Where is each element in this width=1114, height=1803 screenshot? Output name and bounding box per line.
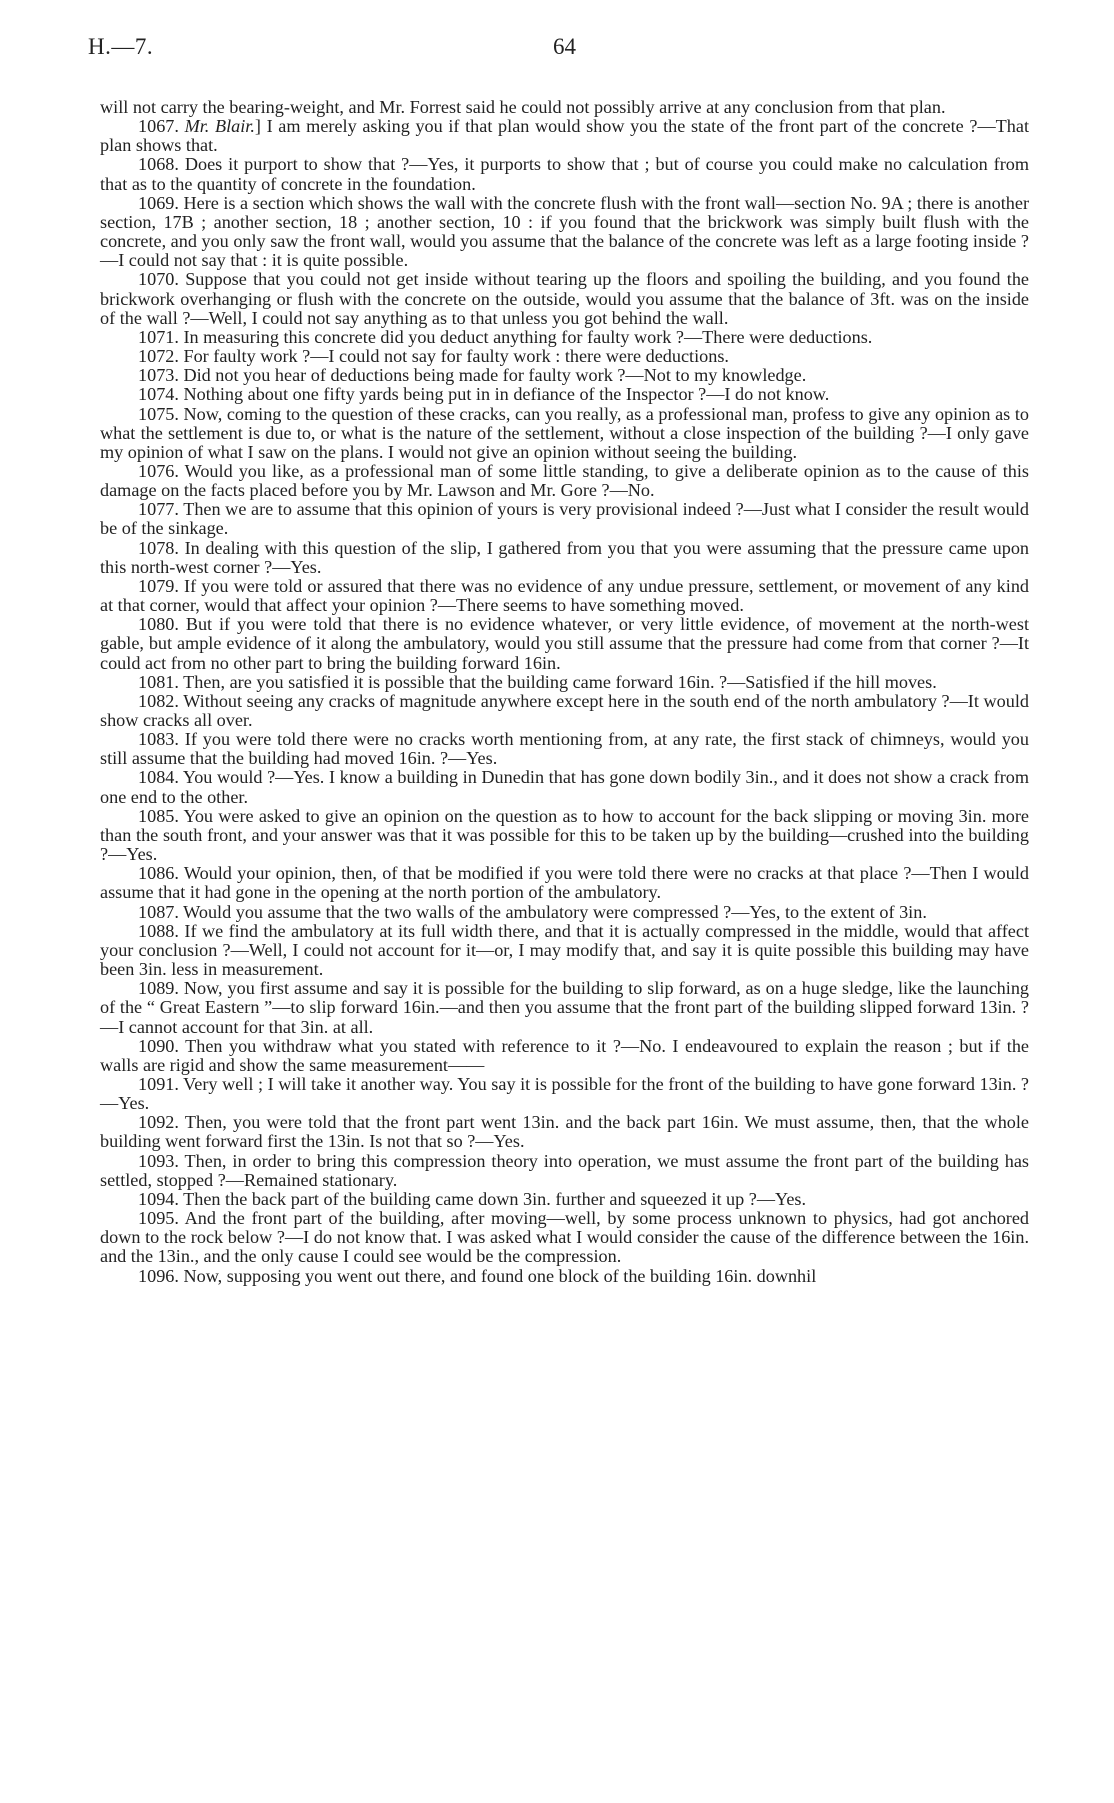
paragraph-number: 1086.	[138, 863, 184, 884]
paragraph-number: 1068.	[138, 154, 185, 175]
paragraph-text: Then we are to assume that this opinion of yours is very provisional indeed ?—Just what I consider the result would be of the sinkage.	[100, 499, 1029, 539]
document-reference: H.—7.	[88, 34, 154, 59]
qa-paragraph	[100, 194, 1029, 271]
qa-paragraph	[100, 270, 1029, 327]
paragraph-number: 1076.	[138, 460, 185, 481]
paragraph-number: 1083.	[138, 729, 185, 750]
paragraph-number: 1089.	[138, 978, 184, 999]
paragraph-text: Then, in order to bring this compression theory into operation, we must assume the front part of the building has settled, stopped ?—Remained stationary.	[100, 1150, 1029, 1190]
paragraph-number: 1087.	[138, 901, 184, 922]
paragraph-number: 1080.	[138, 614, 186, 635]
paragraph-text: Would your opinion, then, of that be modified if you were told there were no cracks at that place ?—Then I would assume that it had gone in the opening at the north portion of the ambulatory.	[100, 863, 1030, 903]
qa-paragraph	[100, 366, 1029, 385]
qa-paragraph	[100, 1075, 1029, 1113]
paragraph-text: Nothing about one fifty yards being put in in defiance of the Inspector ?—I do not know.	[183, 384, 830, 405]
paragraph-number: 1072.	[138, 346, 184, 367]
qa-paragraph	[100, 1113, 1029, 1151]
qa-paragraph	[100, 1209, 1029, 1266]
paragraph-number: 1079.	[138, 575, 185, 596]
paragraph-number: 1070.	[138, 269, 186, 290]
qa-paragraph	[100, 615, 1029, 672]
question-answer-list	[100, 117, 1029, 1286]
paragraph-number: 1085.	[138, 805, 184, 826]
paragraph-number: 1077.	[138, 499, 184, 520]
paragraph-text: And the front part of the building, after moving—well, by some process unknown to physics, had got anchored down to the rock below ?—I do not know that. I was asked what I would consider the cause of the difference between the 16in. and the 13in., and the only cause I could see would be the compression.	[100, 1208, 1030, 1267]
paragraph-number: 1093.	[138, 1150, 185, 1171]
paragraph-number: 1094.	[138, 1188, 184, 1209]
paragraph-number: 1090.	[138, 1035, 186, 1056]
qa-paragraph	[100, 577, 1029, 615]
paragraph-text: Without seeing any cracks of magnitude anywhere except here in the south end of the north ambulatory ?—It would show cracks all over.	[100, 690, 1029, 730]
qa-paragraph	[100, 1037, 1029, 1075]
qa-paragraph	[100, 1152, 1029, 1190]
paragraph-text: Suppose that you could not get inside without tearing up the floors and spoiling the building, and you found the brickwork overhanging or flush with the concrete on the outside, would you assume that the balance of 3ft. was on the inside of the wall ?—Well, I could not say anything as to that unless you got behind the wall.	[100, 269, 1030, 328]
speaker-name: Mr. Blair.	[184, 116, 255, 137]
paragraph-number: 1075.	[138, 403, 184, 424]
qa-paragraph	[100, 1190, 1029, 1209]
qa-paragraph	[100, 347, 1029, 366]
qa-paragraph	[100, 807, 1029, 864]
paragraph-text: If we find the ambulatory at its full width there, and that it is actually compressed in the middle, would that affect your conclusion ?—Well, I could not account for it—or, I may modify that, and say it is quite possible this building may have been 3in. less in measurement.	[100, 920, 1030, 980]
qa-paragraph	[100, 730, 1029, 768]
paragraph-text: Would you assume that the two walls of the ambulatory were compressed ?—Yes, to the extent of 3in.	[183, 901, 927, 922]
qa-paragraph	[100, 692, 1029, 730]
paragraph-text: Now, coming to the question of these cracks, can you really, as a professional man, profess to give any opinion as to what the settlement is due to, or what is the nature of the settlement, without a close inspection of the building ?—I only gave my opinion of what I saw on the plans. I would not give an opinion without seeing the building.	[100, 403, 1029, 462]
qa-paragraph	[100, 462, 1029, 500]
paragraph-text: In dealing with this question of the slip, I gathered from you that you were assuming that the pressure came upon this north-west corner ?—Yes.	[100, 537, 1030, 577]
qa-paragraph	[100, 328, 1029, 347]
continuation-paragraph: will not carry the bearing-weight, and Mr. Forrest said he could not possibly arrive at any conclusion from that plan.	[100, 97, 946, 117]
paragraph-text: Would you like, as a professional man of some little standing, to give a deliberate opinion as to the cause of this damage on the facts placed before you by Mr. Lawson and Mr. Gore ?—No.	[100, 460, 1029, 501]
qa-paragraph	[100, 768, 1029, 806]
qa-paragraph	[100, 155, 1029, 193]
paragraph-number: 1091.	[138, 1073, 184, 1094]
paragraph-text: Then, are you satisfied it is possible that the building came forward 16in. ?—Satisfied if the hill moves.	[183, 671, 937, 692]
qa-paragraph	[100, 673, 1029, 692]
paragraph-number: 1095.	[138, 1208, 185, 1229]
paragraph-text: Now, you first assume and say it is possible for the building to slip forward, as on a huge sledge, like the launching of the “ Great Eastern ”—to slip forward 16in.—and then you assume that the front part of the building slipped forward 13in. ?—I cannot account for that 3in. at all.	[100, 978, 1030, 1037]
paragraph-text: Then, you were told that the front part went 13in. and the back part 16in. We must assume, then, that the whole building went forward first the 13in. Is not that so ?—Yes.	[100, 1112, 1030, 1152]
paragraph-text: Then you withdraw what you stated with reference to it ?—No. I endeavoured to explain the reason ; but if the walls are rigid and show the same measurement——	[100, 1035, 1029, 1075]
paragraph-number: 1081.	[138, 671, 184, 692]
paragraph-text: If you were told or assured that there was no evidence of any undue pressure, settlement, or movement of any kind at that corner, would that affect your opinion ?—There seems to have something moved.	[100, 575, 1030, 616]
page-number: 64	[553, 34, 576, 59]
paragraph-number: 1073.	[138, 365, 184, 386]
qa-paragraph	[100, 117, 1029, 155]
paragraph-number: 1074.	[138, 384, 184, 405]
qa-paragraph	[100, 539, 1029, 577]
paragraph-text: In measuring this concrete did you deduct anything for faulty work ?—There were deductions.	[183, 326, 873, 347]
paragraph-text: Did not you hear of deductions being made for faulty work ?—Not to my knowledge.	[183, 365, 807, 386]
paragraph-text: Now, supposing you went out there, and found one block of the building 16in. downhil	[183, 1265, 817, 1286]
document-body	[100, 98, 1029, 1286]
qa-paragraph	[100, 922, 1029, 979]
paragraph-number: 1069.	[138, 192, 184, 213]
qa-paragraph	[100, 864, 1029, 902]
paragraph-number: 1088.	[138, 920, 185, 941]
qa-paragraph	[100, 500, 1029, 538]
paragraph-text: If you were told there were no cracks worth mentioning from, at any rate, the first stack of chimneys, would you still assume that the building had moved 16in. ?—Yes.	[100, 729, 1029, 769]
paragraph-number: 1078.	[138, 537, 185, 558]
paragraph-number: 1071.	[138, 326, 184, 347]
paragraph-text: For faulty work ?—I could not say for faulty work : there were deductions.	[183, 346, 729, 367]
paragraph-text: You would ?—Yes. I know a building in Dunedin that has gone down bodily 3in., and it does not show a crack from one end to the other.	[100, 767, 1029, 807]
qa-paragraph	[100, 903, 1029, 922]
paragraph-text: You were asked to give an opinion on the question as to how to account for the back slipping or moving 3in. more than the south front, and your answer was that it was possible for this to be taken up by the building—crushed into the building ?—Yes.	[100, 805, 1029, 865]
paragraph-text: ] I am merely asking you if that plan would show you the state of the front part of the concrete ?—That plan shows that.	[100, 116, 1029, 156]
paragraph-number: 1092.	[138, 1112, 185, 1133]
paragraph-text: Then the back part of the building came down 3in. further and squeezed it up ?—Yes.	[183, 1188, 807, 1209]
paragraph-number: 1067.	[138, 116, 185, 137]
paragraph-number: 1082.	[138, 690, 184, 711]
qa-paragraph	[100, 405, 1029, 462]
paragraph-number: 1096.	[138, 1265, 184, 1286]
qa-paragraph	[100, 1267, 1029, 1286]
qa-paragraph	[100, 979, 1029, 1036]
paragraph-text: Does it purport to show that ?—Yes, it purports to show that ; but of course you could make no calculation from that as to the quantity of concrete in the foundation.	[100, 154, 1030, 194]
paragraph-text: But if you were told that there is no evidence whatever, or very little evidence, of movement at the north-west gable, but ample evidence of it along the ambulatory, would you still assume that the pressure had come from that corner ?—It could act from no other part to bring the building forward 16in.	[100, 614, 1030, 673]
paragraph-text: Very well ; I will take it another way. You say it is possible for the front of the building to have gone forward 13in. ?—Yes.	[100, 1073, 1029, 1114]
paragraph-number: 1084.	[138, 767, 183, 788]
page-header	[88, 34, 1028, 74]
paragraph-text: Here is a section which shows the wall with the concrete flush with the front wall—section No. 9A ; there is another section, 17B ; another section, 18 ; another section, 10 : if you found that the brickwork was simply built flush with the concrete, and you only saw the front wall, would you assume that the balance of the concrete was left as a large footing inside ?—I could not say that : it is quite possible.	[100, 192, 1030, 271]
qa-paragraph	[100, 385, 1029, 404]
